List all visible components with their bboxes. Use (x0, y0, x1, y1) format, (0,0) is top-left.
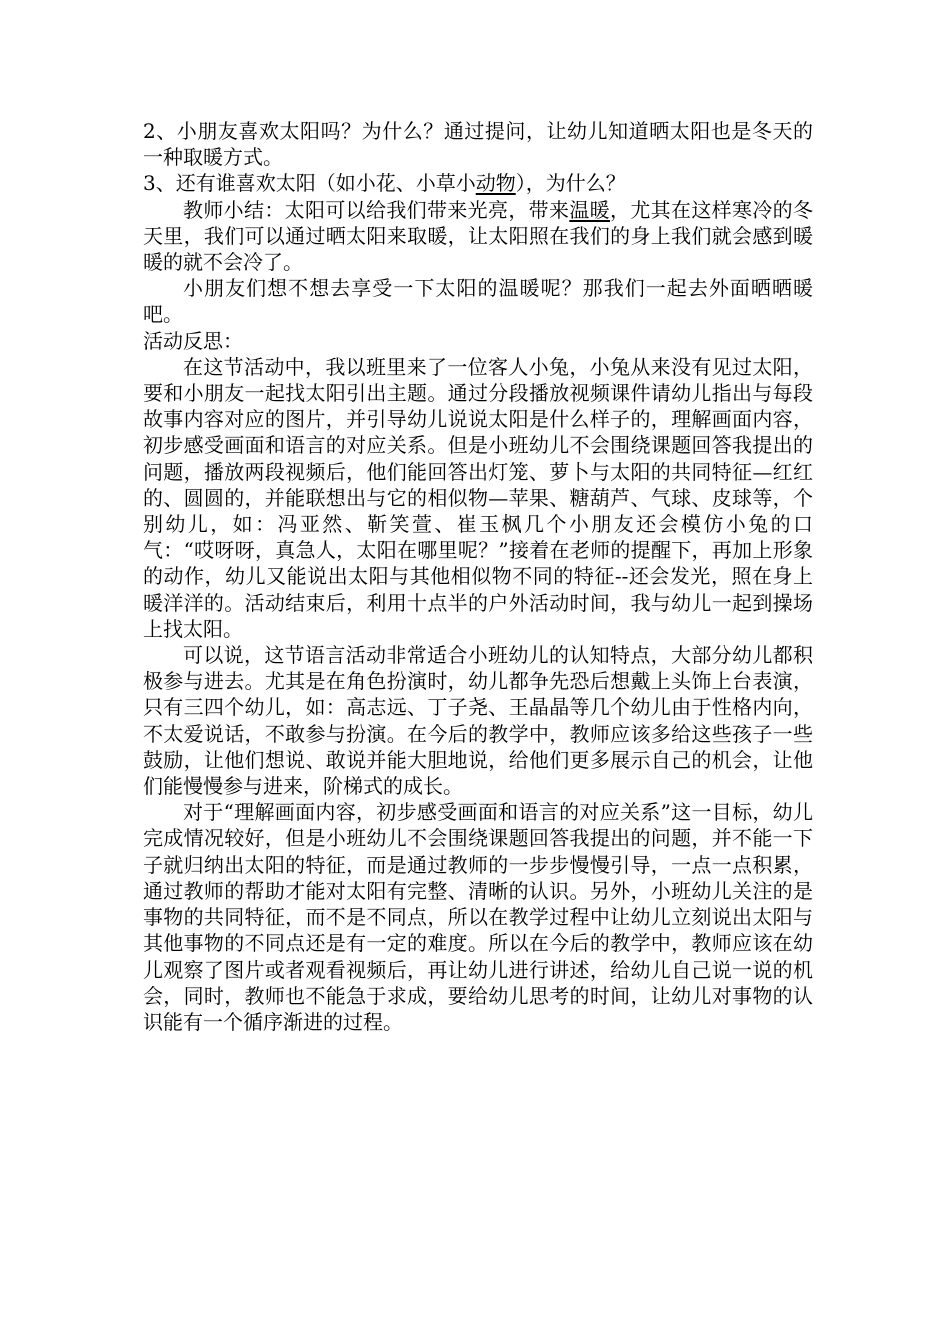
teacher-summary-tail: ，尤其在这样寒冷的冬天里，我们可以通过晒太阳来取暖，让太阳照在我们的身上我们就会感到暖暖的就不会冷了。 (143, 197, 814, 275)
underlined-word-warmth: 温暖 (569, 197, 611, 222)
reflection-paragraph-2: 可以说，这节语言活动非常适合小班幼儿的认知特点，大部分幼儿都积极参与进去。尤其是在角色扮演时，幼儿都争先恐后想戴上头饰上台表演，只有三四个幼儿，如：高志远、丁子尧、王晶晶等几个幼儿由于性格内向，不太爱说话，不敢参与扮演。在今后的教学中，教师应该多给这些孩子一些鼓励，让他们想说、敢说并能大胆地说，给他们更多展示自己的机会，让他们能慢慢参与进来，阶梯式的成长。 (143, 643, 813, 799)
teacher-summary-text: 教师小结：太阳可以给我们带来光亮，带来 (183, 197, 570, 222)
question-item-2: 2、小朋友喜欢太阳吗？为什么？通过提问，让幼儿知道晒太阳也是冬天的一种取暖方式。 (143, 119, 813, 170)
underlined-word-animals: 动物 (475, 171, 516, 196)
question-item-3 (143, 170, 813, 196)
teacher-summary (143, 197, 813, 276)
reflection-paragraph-1: 在这节活动中，我以班里来了一位客人小兔，小兔从来没有见过太阳，要和小朋友一起找太阳引出主题。通过分段播放视频课件请幼儿指出与每段故事内容对应的图片，并引导幼儿说说太阳是什么样子的，理解画面内容，初步感受画面和语言的对应关系。但是小班幼儿不会围绕课题回答我提出的问题，播放两段视频后，他们能回答出灯笼、萝卜与太阳的共同特征—红红的、圆圆的，并能联想出与它的相似物—苹果、糖葫芦、气球、皮球等，个别幼儿，如：冯亚然、靳笑萱、崔玉枫几个小朋友还会模仿小兔的口气：“哎呀呀，真急人，太阳在哪里呢？”接着在老师的提醒下，再加上形象的动作，幼儿又能说出太阳与其他相似物不同的特征--还会发光，照在身上暖洋洋的。活动结束后，利用十点半的户外活动时间，我与幼儿一起到操场上找太阳。 (143, 354, 813, 641)
reflection-paragraph-3: 对于“理解画面内容，初步感受画面和语言的对应关系”这一目标，幼儿完成情况较好，但是小班幼儿不会围绕课题回答我提出的问题，并不能一下子就归纳出太阳的特征，而是通过教师的一步步慢慢引导，一点一点积累，通过教师的帮助才能对太阳有完整、清晰的认识。另外，小班幼儿关注的是事物的共同特征，而不是不同点，所以在教学过程中让幼儿立刻说出太阳与其他事物的不同点还是有一定的难度。所以在今后的教学中，教师应该在幼儿观察了图片或者观看视频后，再让幼儿进行讲述，给幼儿自己说一说的机会，同时，教师也不能急于求成，要给幼儿思考的时间，让幼儿对事物的认识能有一个循序渐进的过程。 (143, 800, 813, 1034)
reflection-heading: 活动反思： (143, 328, 243, 353)
invitation-paragraph: 小朋友们想不想去享受一下太阳的温暖呢？那我们一起去外面晒晒暖吧。 (143, 276, 813, 327)
question-item-3-text: 3、还有谁喜欢太阳（如小花、小草小 (143, 171, 476, 196)
question-item-3-tail: ），为什么？ (515, 171, 626, 196)
document-body (143, 118, 813, 1035)
